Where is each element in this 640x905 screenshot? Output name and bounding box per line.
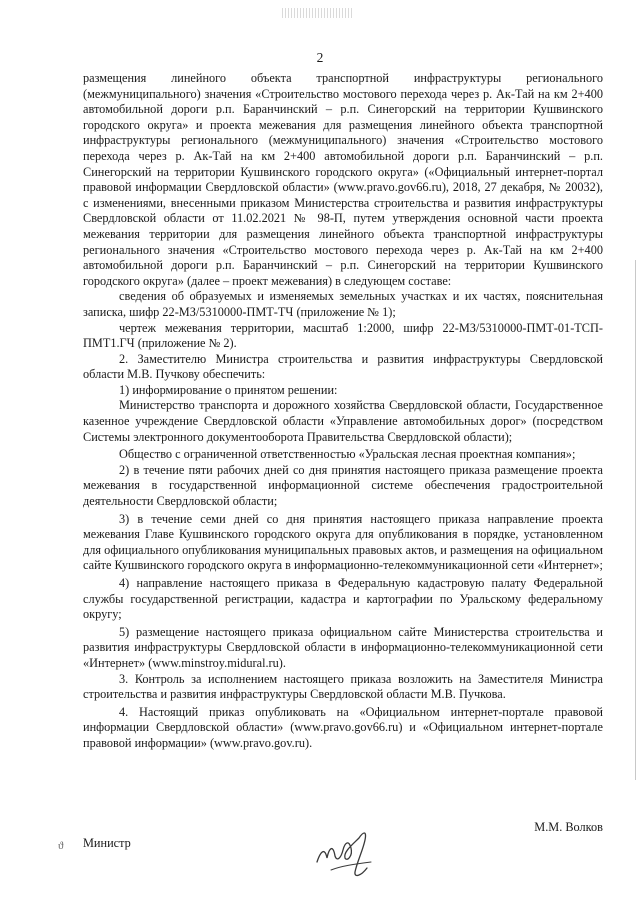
scan-edge-line (635, 260, 636, 780)
paragraph-composition-item-1: сведения об образуемых и изменяемых земельных участках и их частях, пояснительная записка, шифр 22-МЗ/5310000-ПМТ-ТЧ (приложение № 1); (83, 289, 603, 319)
paragraph-clause-3: 3. Контроль за исполнением настоящего приказа возложить на Заместителя Министра строительства и развития инфраструктуры Свердловской области М.В. Пучкова. (83, 671, 603, 702)
paragraph-recipient-company: Общество с ограниченной ответственностью «Уральская лесная проектная компания»; (119, 447, 576, 462)
document-body (83, 71, 603, 752)
paragraph-continuation: размещения линейного объекта транспортной инфраструктуры регионального (межмуниципального) значения «Строительство мостового перехода через р. Ак-Тай на км 2+400 автомобильной дороги р.п. Баранчинский – р.п. Синегорский на территории Кушвинского городского округа» и проекта межевания для размещения линейного объекта транспортной инфраструктуры регионального (межмуниципального) значения «Строительство мостового перехода через р. Ак-Тай на км 2+400 автомобильной дороги р.п. Баранчинский – р.п. Синегорский на территории Кушвинского городского округа» («Официальный интернет-портал правовой информации Свердловской области» (www.pravo.gov66.ru), 2018, 27 декабря, № 20032), с изменениями, внесенными приказом Министерства строительства и развития инфраструктуры Свердловской области от 11.02.2021 № 98-П, путем утверждения основной части проекта межевания территории для размещения линейного объекта транспортной инфраструктуры регионального значения «Строительство мостового перехода через р. Ак-Тай на км 2+400 автомобильной дороги р.п. Баранчинский – р.п. Синегорский на территории Кушвинского городского округа» (далее – проект межевания) в следующем составе: (83, 71, 603, 288)
signer-name: М.М. Волков (534, 820, 603, 834)
paragraph-subclause-4: 4) направление настоящего приказа в Федеральную кадастровую палату Федеральной службы государственной регистрации, кадастра и картографии по Уральскому федеральному округу; (83, 576, 603, 622)
scan-artifact (282, 8, 354, 18)
paragraph-clause-2: 2. Заместителю Министра строительства и развития инфраструктуры Свердловской области М.В. Пучкову обеспечить: (83, 351, 603, 382)
paragraph-composition-item-2: чертеж межевания территории, масштаб 1:2000, шифр 22-МЗ/5310000-ПМТ-01-ТСП-ПМТ1.ГЧ (приложение № 2). (83, 320, 603, 351)
paragraph-subclause-2: 2) в течение пяти рабочих дней со дня принятия настоящего приказа размещение проекта межевания в государственной информационной системе обеспечения градостроительной деятельности Свердловской области; (83, 462, 603, 509)
paragraph-subclause-3: 3) в течение семи дней со дня принятия настоящего приказа направление проекта межевания Главе Кушвинского городского округа для опубликования в порядке, установленном для официального опубликования муниципальных правовых актов, и размещения на официальном сайте Кушвинского городского округа в информационно-телекоммуникационной сети «Интернет»; (83, 511, 603, 573)
paragraph-clause-4: 4. Настоящий приказ опубликовать на «Официальном интернет-портале правовой информации Свердловской области» (www.pravo.gov66.ru) и «Официальном интернет-портале правовой информации» (www.pravo.gov.ru). (83, 704, 603, 750)
signature-block (83, 820, 603, 890)
paragraph-subclause-1: 1) информирование о принятом решении: (119, 382, 338, 397)
paragraph-subclause-5: 5) размещение настоящего приказа официальном сайте Министерства строительства и развития инфраструктуры Свердловской области в информационно-телекоммуникационной сети «Интернет» (www.minstroy.midural.ru). (83, 624, 603, 670)
page-number: 2 (316, 50, 324, 65)
paragraph-recipient-ministry: Министерство транспорта и дорожного хозяйства Свердловской области, Государственное казенное учреждение Свердловской области «Управление автомобильных дорог» (посредством Системы электронного документооборота Правительства Свердловской области); (83, 398, 603, 444)
margin-mark: ϑ (58, 840, 64, 852)
signer-title: Министр (83, 836, 131, 850)
handwritten-signature (311, 822, 381, 884)
